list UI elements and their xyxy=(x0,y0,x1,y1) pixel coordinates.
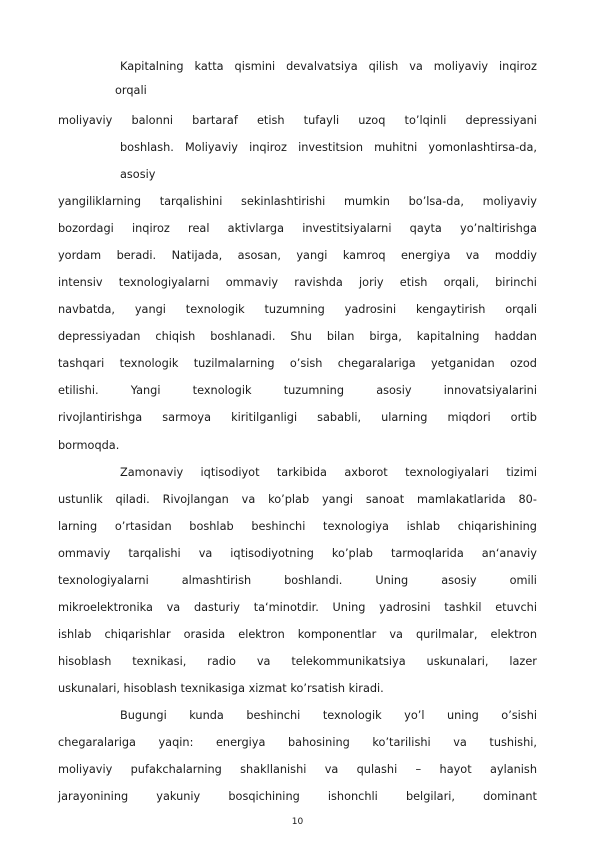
text-line: yordam beradi. Natijada, asosan, yangi kamroq energiya va moddiy xyxy=(58,249,537,262)
text-line: bormoqda. xyxy=(58,439,120,452)
text-line: Kapitalning katta qismini devalvatsiya qilish va moliyaviy inqiroz xyxy=(120,60,537,73)
page-number: 10 xyxy=(291,817,304,827)
text-line: boshlash. Moliyaviy inqiroz investitsion muhitni yomonlashtirsa-da, xyxy=(120,141,537,154)
text-line: moliyaviy pufakchalarning shakllanishi va qulashi – hayot aylanish xyxy=(58,763,537,776)
text-line: ustunlik qiladi. Rivojlangan va ko’plab yangi sanoat mamlakatlarida 80- xyxy=(58,493,537,506)
text-line: ishlab chiqarishlar orasida elektron komponentlar va qurilmalar, elektron xyxy=(58,628,537,641)
text-line: bozordagi inqiroz real aktivlarga investitsiyalarni qayta yo’naltirishga xyxy=(58,222,537,235)
text-line: intensiv texnologiyalarni ommaviy ravishda joriy etish orqali, birinchi xyxy=(58,276,537,289)
text-line: rivojlantirishga sarmoya kiritilganligi sababli, ularning miqdori ortib xyxy=(58,411,537,424)
text-line: asosiy xyxy=(120,168,156,181)
text-line: navbatda, yangi texnologik tuzumning yadrosini kengaytirish orqali xyxy=(58,303,537,316)
text-line: tashqari texnologik tuzilmalarning o’sish chegaralariga yetganidan ozod xyxy=(58,357,537,370)
text-line: mikroelektronika va dasturiy ta‘minotdir. Uning yadrosini tashkil etuvchi xyxy=(58,601,537,614)
text-line: larning o’rtasidan boshlab beshinchi texnologiya ishlab chiqarishining xyxy=(58,520,537,533)
text-line: uskunalari, hisoblash texnikasiga xizmat ko’rsatish kiradi. xyxy=(58,682,384,695)
text-line: etilishi. Yangi texnologik tuzumning asosiy innovatsiyalarini xyxy=(58,384,537,397)
text-line: moliyaviy balonni bartaraf etish tufayli uzoq to’lqinli depressiyani xyxy=(58,114,537,127)
text-line: Bugungi kunda beshinchi texnologik yo’l uning o’sishi xyxy=(120,709,537,722)
text-line: ommaviy tarqalishi va iqtisodiyotning ko’plab tarmoqlarida an‘anaviy xyxy=(58,547,537,560)
text-line: hisoblash texnikasi, radio va telekommunikatsiya uskunalari, lazer xyxy=(58,655,537,668)
text-line: depressiyadan chiqish boshlanadi. Shu bilan birga, kapitalning haddan xyxy=(58,330,537,343)
text-line: orqali xyxy=(115,84,147,97)
text-line: Zamonaviy iqtisodiyot tarkibida axborot texnologiyalari tizimi xyxy=(120,466,537,479)
text-line: jarayonining yakuniy bosqichining ishonchli belgilari, dominant xyxy=(58,790,537,803)
text-line: yangiliklarning tarqalishini sekinlashtirishi mumkin bo’lsa-da, moliyaviy xyxy=(58,195,537,208)
text-line: chegaralariga yaqin: energiya bahosining ko’tarilishi va tushishi, xyxy=(58,736,537,749)
text-line: texnologiyalarni almashtirish boshlandi. Uning asosiy omili xyxy=(58,574,537,587)
